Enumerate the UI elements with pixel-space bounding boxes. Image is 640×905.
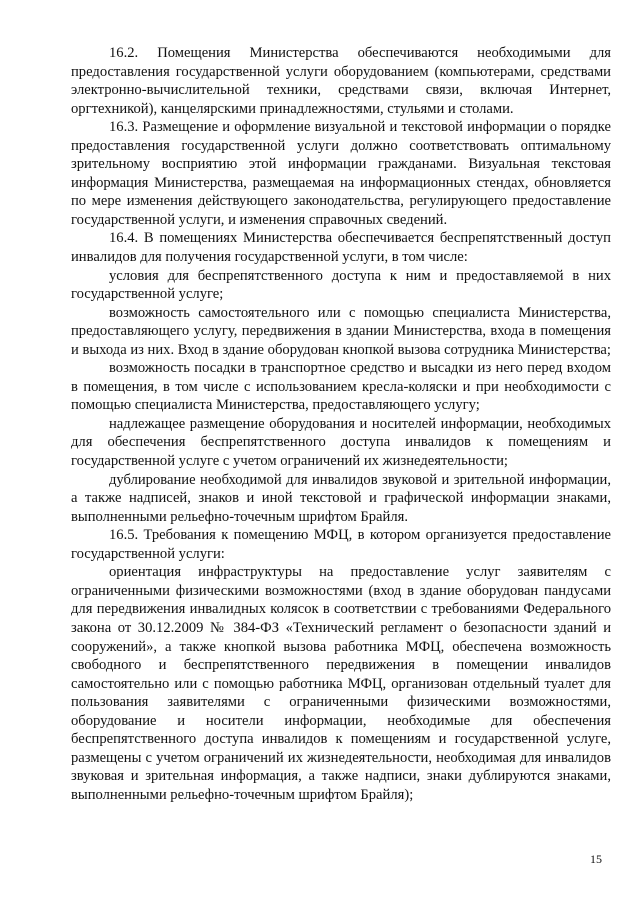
page-number: 15	[590, 852, 602, 866]
list-item-access-conditions: условия для беспрепятственного доступа к ним и предоставляемой в них государственной услуге;	[71, 267, 611, 303]
document-page	[71, 44, 611, 804]
list-item-infrastructure: ориентация инфраструктуры на предоставление услуг заявителям с ограниченными физическими возможностями (вход в здание оборудован пандусами для передвижения инвалидных колясок в соответствии с требованиями Федерального закона от 30.12.2009 № 384-ФЗ «Технический регламент о безопасности зданий и сооружений», а также кнопкой вызова работника МФЦ, обеспечена возможность свободного и беспрепятственного передвижения в помещении инвалидов самостоятельно или с помощью работника МФЦ, организован отдельный туалет для пользования заявителями с ограниченными физическими возможностями, оборудование и носители информации, необходимые для обеспечения беспрепятственного доступа инвалидов к помещениям и государственной услуге, размещены с учетом ограничений их жизнедеятельности, необходимая для инвалидов звуковая и зрительная информация, а также надписи, знаки дублируются знаками, выполненными рельефно-точечным шрифтом Брайля);	[71, 564, 611, 803]
list-item-braille: дублирование необходимой для инвалидов звуковой и зрительной информации, а также надписей, знаков и иной текстовой и графической информации знаками, выполненными рельефно-точечным шрифтом Брайля.	[71, 471, 611, 525]
paragraph-16-2: 16.2. Помещения Министерства обеспечиваются необходимыми для предоставления государственной услуги оборудованием (компьютерами, средствами электронно-вычислительной техники, средствами связи, включая Интернет, оргтехникой), канцелярскими принадлежностями, стульями и столами.	[71, 45, 611, 117]
paragraph-16-5: 16.5. Требования к помещению МФЦ, в котором организуется предоставление государственной услуги:	[71, 527, 611, 562]
paragraph-16-4: 16.4. В помещениях Министерства обеспечивается беспрепятственный доступ инвалидов для получения государственной услуги, в том числе:	[71, 230, 611, 266]
list-item-movement: возможность самостоятельного или с помощью специалиста Министерства, предоставляющего услугу, передвижения в здании Министерства, входа в помещения и выхода из них. Вход в здание оборудован кнопкой вызова сотрудника Министерства;	[71, 304, 611, 358]
list-item-equipment-placement: надлежащее размещение оборудования и носителей информации, необходимых для обеспечения беспрепятственного доступа инвалидов к помещениям и государственной услуге с учетом ограничений их жизнедеятельности;	[71, 415, 611, 470]
list-item-transport: возможность посадки в транспортное средство и высадки из него перед входом в помещения, в том числе с использованием кресла-коляски и при необходимости с помощью специалиста Министерства, предоставляющего услугу;	[71, 360, 611, 414]
paragraph-16-3: 16.3. Размещение и оформление визуальной и текстовой информации о порядке предоставления государственной услуги должно соответствовать оптимальному зрительному восприятию этой информации гражданами. Визуальная текстовая информация Министерства, размещаемая на информационных стендах, обновляется по мере изменения действующего законодательства, регулирующего предоставление государственной услуги, и изменения справочных сведений.	[71, 119, 611, 228]
